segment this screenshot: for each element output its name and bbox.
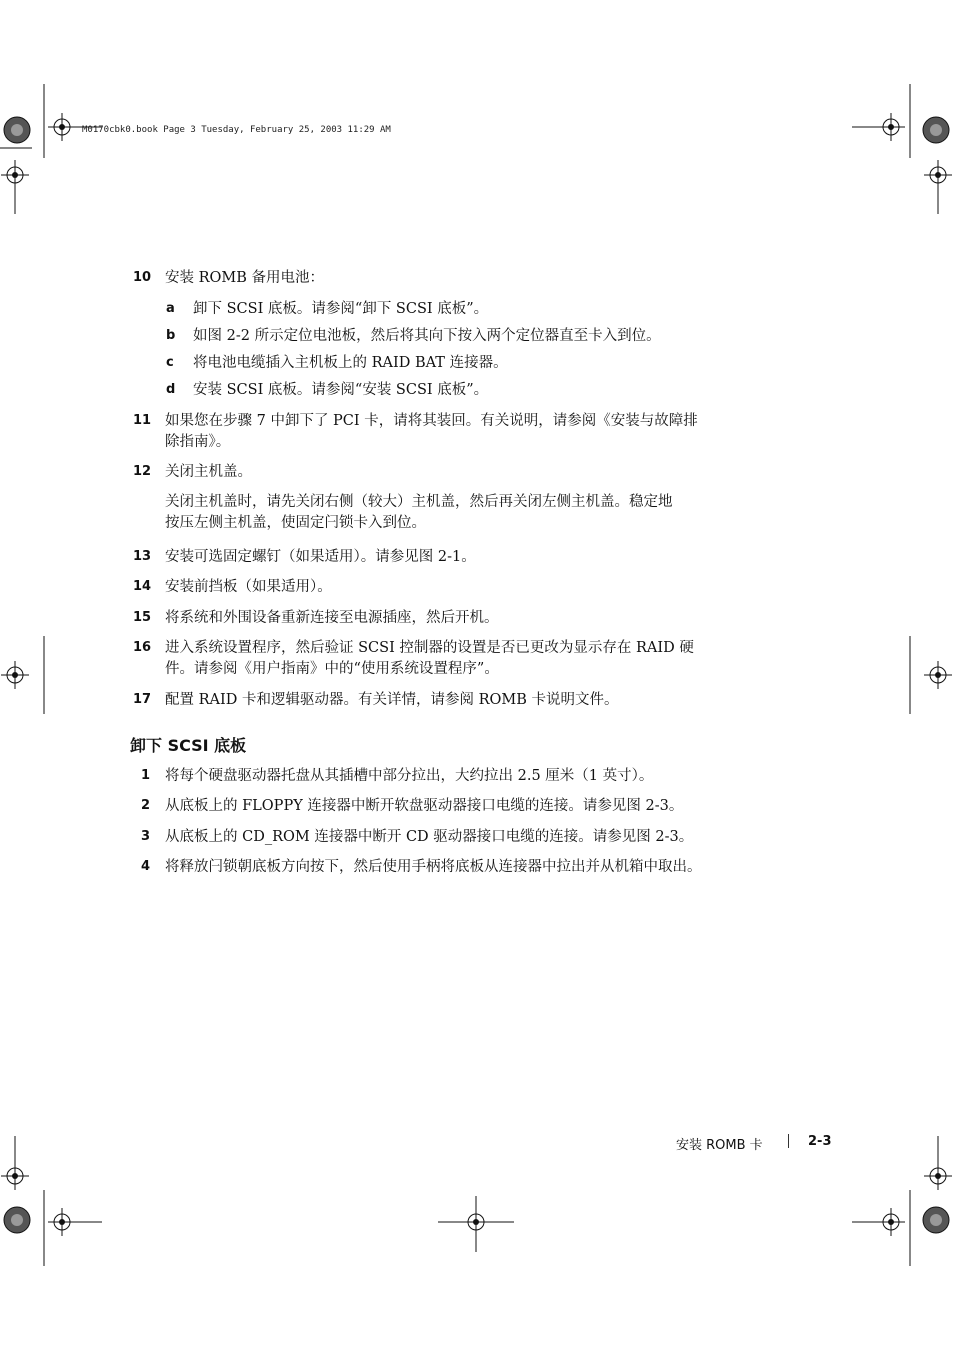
step-number: 13 <box>133 549 152 564</box>
footer-divider <box>788 1134 789 1148</box>
substep-text: 将电池电缆插入主机板上的 RAID BAT 连接器。 <box>193 355 508 371</box>
step-number: 10 <box>133 270 152 285</box>
step-text: 从底板上的 FLOPPY 连接器中断开软盘驱动器接口电缆的连接。请参见图 2-3。 <box>165 798 684 814</box>
step-number: 16 <box>133 640 152 655</box>
step-number: 2 <box>141 798 151 813</box>
substep-text: 卸下 SCSI 底板。请参阅“卸下 SCSI 底板”。 <box>193 301 489 317</box>
step-number: 17 <box>133 692 152 707</box>
substep-letter: a <box>166 301 175 316</box>
step-text: 关闭主机盖。 <box>165 464 252 480</box>
substep-letter: b <box>166 328 176 343</box>
step-number: 4 <box>141 859 151 874</box>
substep-text: 如图 2-2 所示定位电池板，然后将其向下按入两个定位器直至卡入到位。 <box>193 328 661 344</box>
step-number: 14 <box>133 579 152 594</box>
step-text: 将释放闩锁朝底板方向按下，然后使用手柄将底板从连接器中拉出并从机箱中取出。 <box>165 859 702 875</box>
footer-chapter-title: 安装 ROMB 卡 <box>676 1138 763 1153</box>
step-text: 安装可选固定螺钉（如果适用）。请参见图 2-1。 <box>165 549 476 565</box>
step-text: 进入系统设置程序，然后验证 SCSI 控制器的设置是否已更改为显示存在 RAID 硬 <box>165 640 694 656</box>
step-text: 件。请参阅《用户指南》中的“使用系统设置程序”。 <box>165 661 499 677</box>
section-heading: 卸下 SCSI 底板 <box>130 736 247 755</box>
print-header: M0170cbk0.book Page 3 Tuesday, February 25, 2003 11:29 AM <box>82 125 391 135</box>
step-text: 配置 RAID 卡和逻辑驱动器。有关详情，请参阅 ROMB 卡说明文件。 <box>165 692 619 708</box>
step-text: 将每个硬盘驱动器托盘从其插槽中部分拉出，大约拉出 2.5 厘米（1 英寸）。 <box>165 768 654 784</box>
step-note: 按压左侧主机盖，使固定闩锁卡入到位。 <box>165 515 426 531</box>
step-number: 3 <box>141 829 151 844</box>
substep-letter: d <box>166 382 176 397</box>
step-text: 安装 ROMB 备用电池： <box>165 270 325 286</box>
step-text: 从底板上的 CD_ROM 连接器中断开 CD 驱动器接口电缆的连接。请参见图 2-3。 <box>165 829 694 845</box>
step-number: 1 <box>141 768 151 783</box>
step-text: 除指南》。 <box>165 434 231 450</box>
substep-letter: c <box>166 355 174 370</box>
step-number: 12 <box>133 464 152 479</box>
step-text: 如果您在步骤 7 中卸下了 PCI 卡，请将其装回。有关说明，请参阅《安装与故障排 <box>165 413 698 429</box>
substep-text: 安装 SCSI 底板。请参阅“安装 SCSI 底板”。 <box>193 382 489 398</box>
page-number: 2-3 <box>808 1134 832 1149</box>
step-note: 关闭主机盖时，请先关闭右侧（较大）主机盖，然后再关闭左侧主机盖。稳定地 <box>165 494 673 510</box>
step-text: 安装前挡板（如果适用）。 <box>165 579 332 595</box>
step-number: 15 <box>133 610 152 625</box>
step-number: 11 <box>133 413 152 428</box>
step-text: 将系统和外围设备重新连接至电源插座，然后开机。 <box>165 610 499 626</box>
